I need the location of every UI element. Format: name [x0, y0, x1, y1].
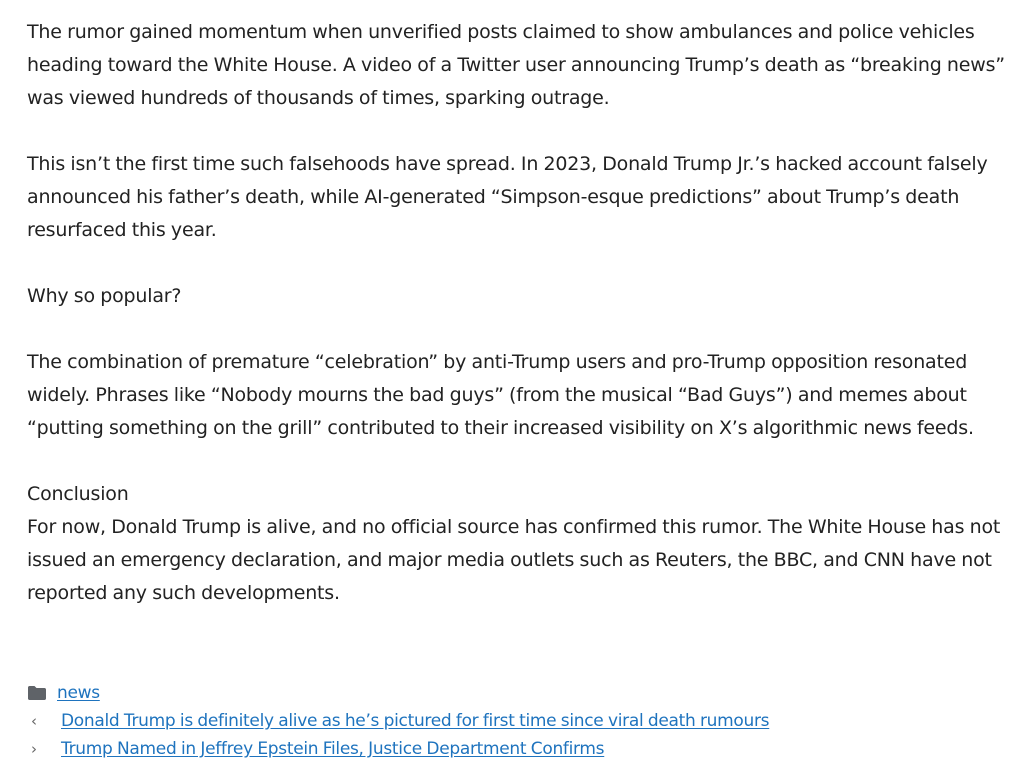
conclusion-heading: Conclusion — [27, 483, 129, 505]
previous-post-row — [27, 707, 987, 735]
next-post-row — [27, 735, 987, 763]
chevron-left-icon: ‹ — [31, 712, 37, 730]
article-paragraph: The rumor gained momentum when unverified posts claimed to show ambulances and police vehicles heading toward the White House. A video of a Twitter user announcing Trump’s death as “breaking news” was viewed hundreds of thousands of times, sparking outrage. — [27, 21, 1005, 109]
chevron-right-icon: › — [31, 740, 37, 758]
folder-icon — [27, 685, 57, 701]
next-post-link[interactable]: Trump Named in Jeffrey Epstein Files, Justice Department Confirms — [61, 739, 605, 759]
post-meta — [27, 679, 987, 763]
category-link-news[interactable]: news — [57, 683, 100, 703]
previous-post-link[interactable]: Donald Trump is definitely alive as he’s pictured for first time since viral death rumours — [61, 711, 770, 731]
article-body — [27, 16, 1012, 643]
article-paragraph: Why so popular? — [27, 285, 182, 307]
conclusion-paragraph: For now, Donald Trump is alive, and no official source has confirmed this rumor. The White House has not issued an emergency declaration, and major media outlets such as Reuters, the BBC, and CNN have not reported any such developments. — [27, 516, 1001, 604]
article-paragraph: This isn’t the first time such falsehoods have spread. In 2023, Donald Trump Jr.’s hacked account falsely announced his father’s death, while AI-generated “Simpson-esque predictions” about Trump’s death resurfaced this year. — [27, 153, 988, 241]
category-row — [27, 679, 987, 707]
article-paragraph: The combination of premature “celebration” by anti-Trump users and pro-Trump opposition resonated widely. Phrases like “Nobody mourns the bad guys” (from the musical “Bad Guys”) and memes about “putting something on the grill” contributed to their increased visibility on X’s algorithmic news feeds. — [27, 351, 974, 439]
